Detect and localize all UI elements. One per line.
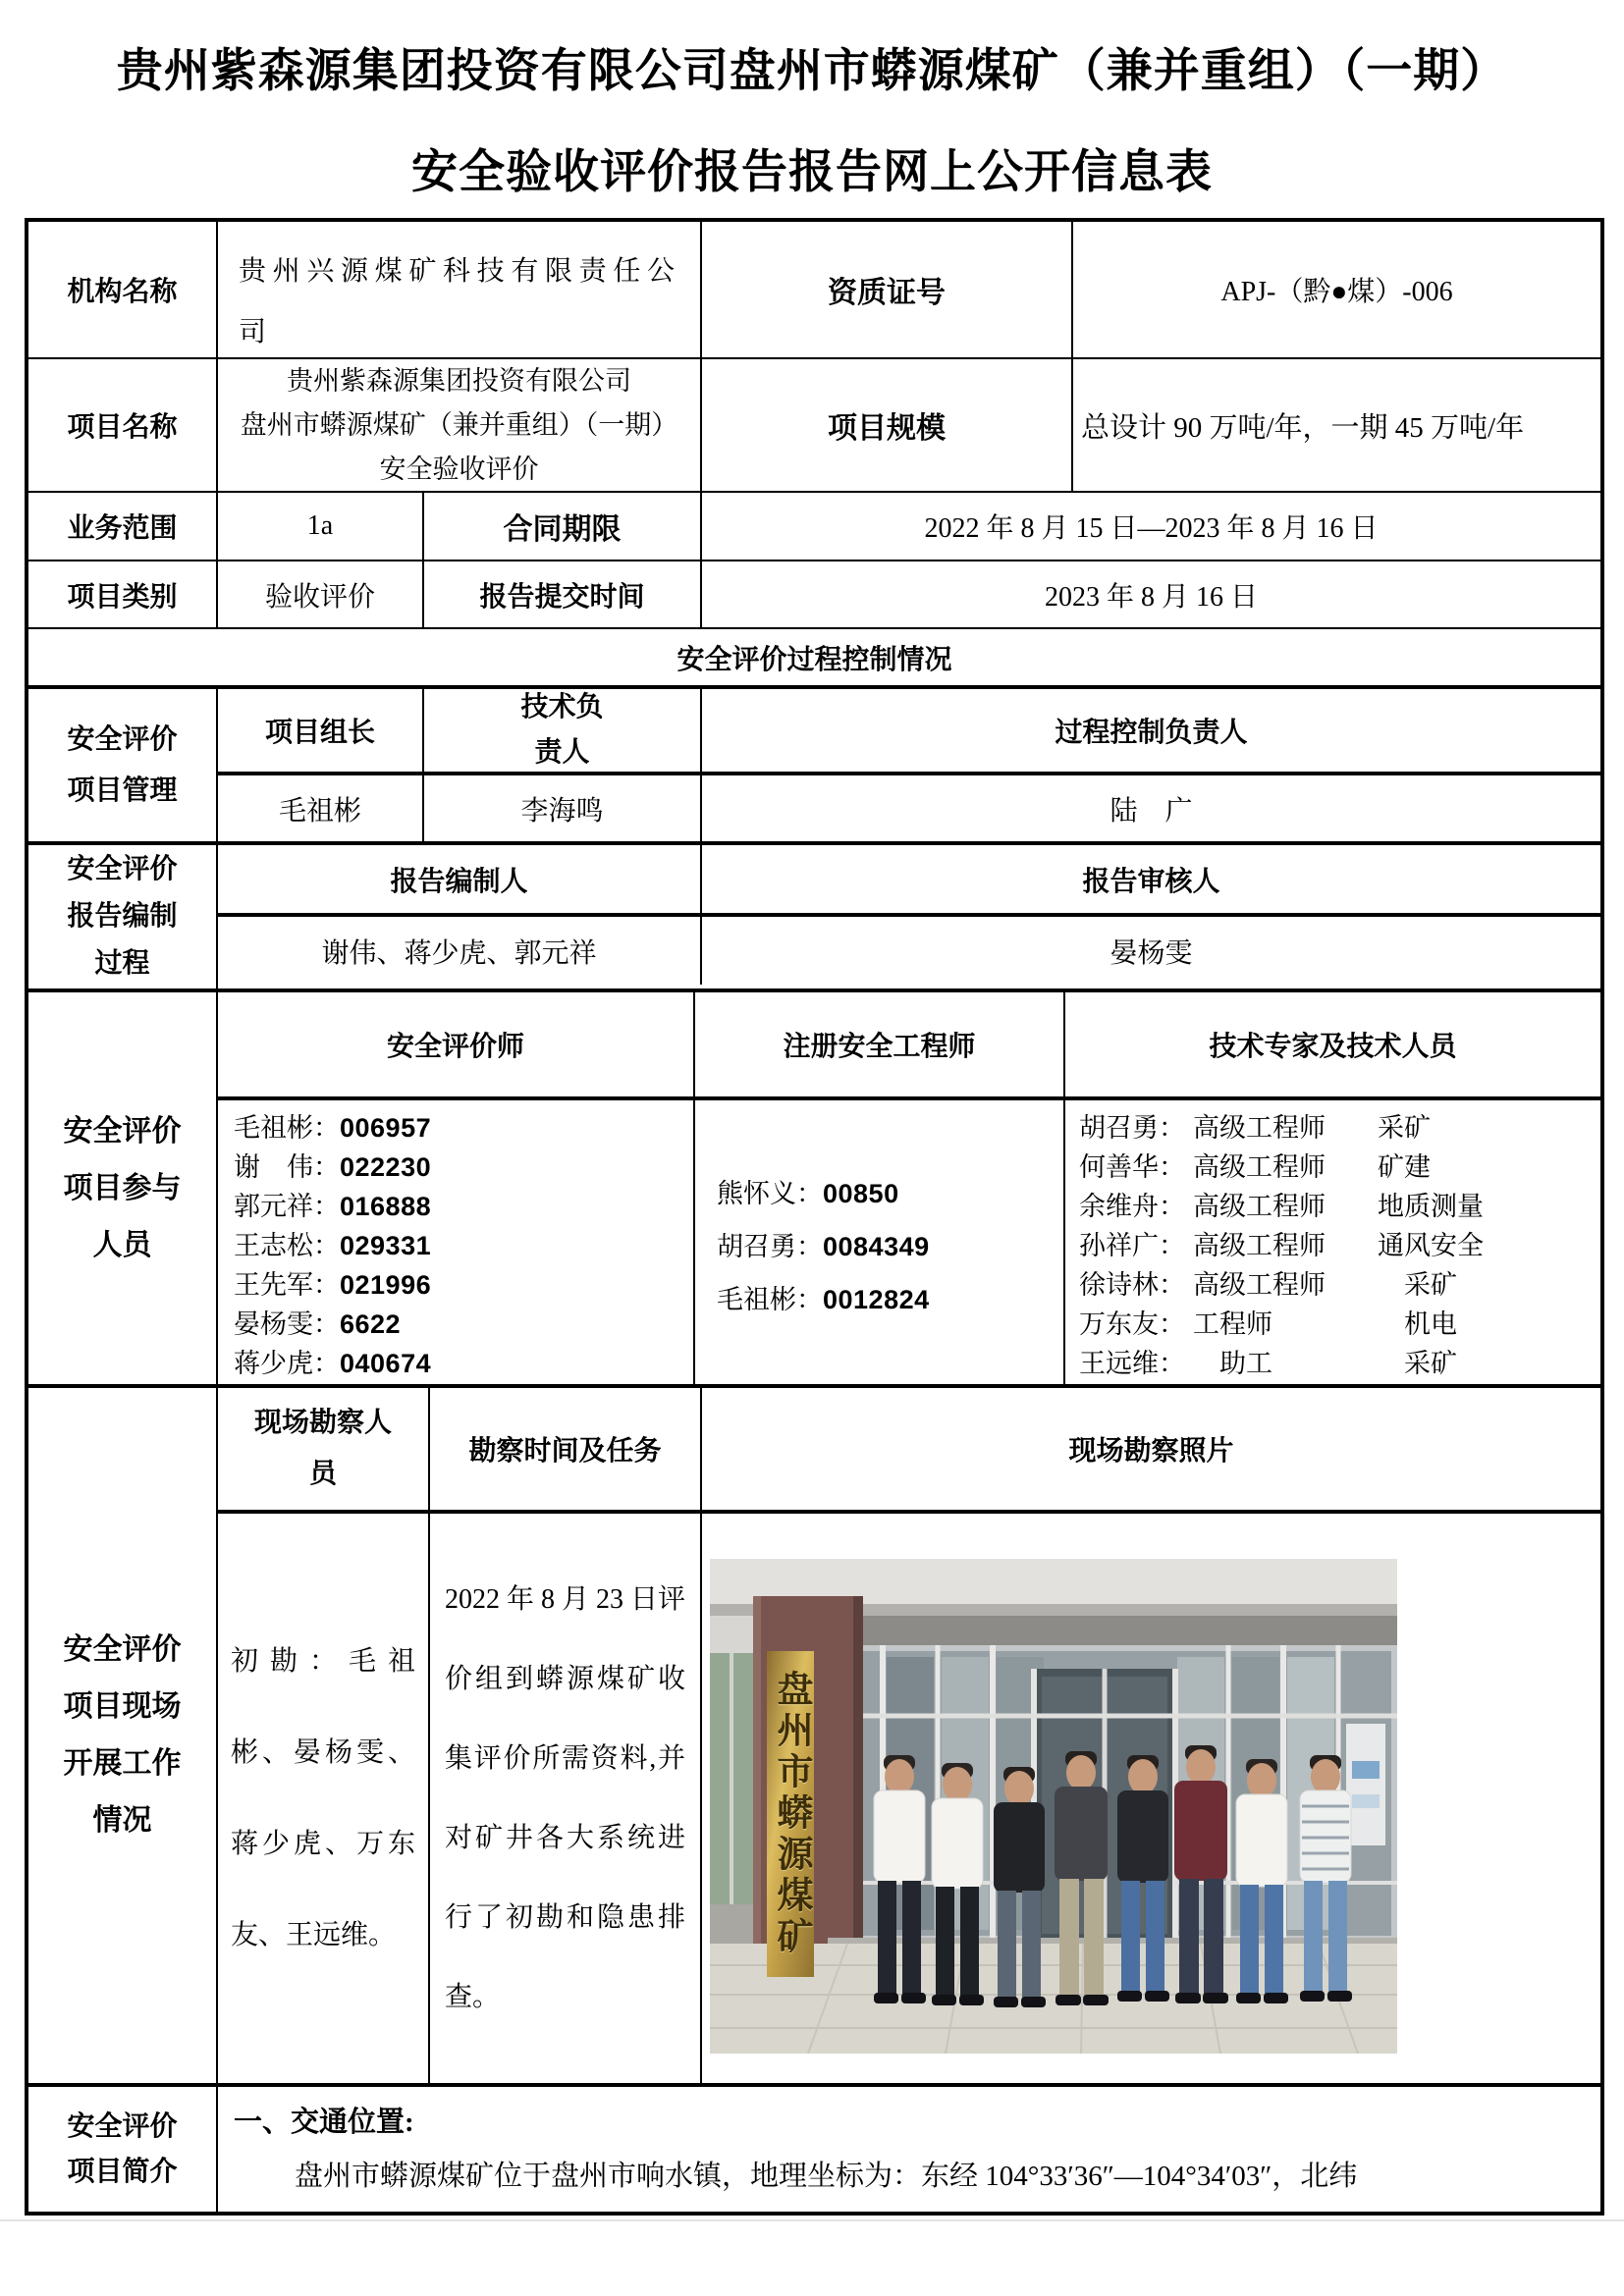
participants-header-row — [218, 992, 1600, 1100]
cert-label: 资质证号 — [702, 222, 1073, 357]
site-work-label: 安全评价 项目现场 开展工作 情况 — [28, 1388, 218, 2083]
project-value-line: 安全验收评价 — [379, 454, 539, 484]
section-participants — [28, 992, 1600, 1388]
cert-value: APJ-（黔●煤）-006 — [1220, 277, 1453, 307]
row-org — [28, 222, 1600, 359]
management-label: 安全评价 项目管理 — [28, 689, 218, 841]
participants-value-row — [218, 1100, 1600, 1384]
management-header-row — [218, 689, 1600, 775]
survey-persons-value: 初勘：毛祖彬、晏杨雯、蒋少虎、万东友、王远维。 — [218, 1514, 430, 2083]
survey-time-label: 勘察时间及任务 — [430, 1388, 702, 1510]
section-management — [28, 689, 1600, 845]
project-value-line: 盘州市蟒源煤矿（兼并重组）（一期） — [240, 409, 678, 440]
tech-label: 技术负 责人 — [424, 689, 702, 772]
scope-label: 业务范围 — [28, 493, 218, 560]
category-value: 验收评价 — [218, 561, 424, 627]
control-value: 陆 广 — [1110, 795, 1193, 827]
project-value — [218, 359, 702, 491]
title-line-2: 安全验收评价报告报告网上公开信息表 — [411, 147, 1213, 198]
section-site-work — [28, 1388, 1600, 2087]
compilation-value-row — [218, 917, 1600, 985]
org-value: 贵州兴源煤矿科技有限责任公司 — [218, 222, 702, 357]
control-label: 过程控制负责人 — [1055, 718, 1248, 748]
expert-list: 胡召勇： 高级工程师 采矿 何善华： 高级工程师 矿建 余维舟： 高级工程师 地质测量 孙祥广： 高级工程师 通风安全 徐诗林： 高级工程师 采矿 万东友： 工程师 机电 王远维： 助工 采矿 — [1079, 1113, 1484, 1378]
document-title — [0, 22, 1624, 224]
leader-value: 毛祖彬 — [218, 775, 424, 841]
intro-heading: 一、交通位置: — [234, 2107, 414, 2138]
project-label: 项目名称 — [28, 359, 218, 491]
section-intro — [28, 2087, 1600, 2212]
project-value-line: 贵州紫森源集团投资有限公司 — [287, 365, 631, 396]
category-label: 项目类别 — [28, 561, 218, 627]
scale-label: 项目规模 — [702, 359, 1073, 491]
scope-value: 1a — [218, 493, 424, 560]
submit-label: 报告提交时间 — [424, 561, 702, 627]
tech-value: 李海鸣 — [424, 775, 702, 841]
section-compilation — [28, 845, 1600, 992]
compilation-header-row — [218, 845, 1600, 917]
engineer-list: 熊怀义：00850 胡召勇：0084349 毛祖彬：0012824 — [695, 1100, 1065, 1384]
expert-col-label: 技术专家及技术人员 — [1209, 1032, 1457, 1062]
survey-photo-cell — [702, 1514, 1600, 2083]
scale-value: 总设计 90 万吨/年，一期 45 万吨/年 — [1081, 411, 1525, 444]
participants-label: 安全评价 项目参与 人员 — [28, 992, 218, 1384]
intro-paragraph: 盘州市蟒源煤矿位于盘州市响水镇，地理坐标为：东经 104°33′36″—104°34′03″，北纬 — [295, 2161, 1358, 2192]
survey-person-label: 现场勘察人 员 — [218, 1388, 430, 1510]
org-label: 机构名称 — [28, 222, 218, 357]
mine-sign: 盘州市蟒源煤矿 — [767, 1651, 814, 1977]
evaluator-list: 毛祖彬：006957 谢 伟：022230 郭元祥：016888 王志松：029331 王先军：021996 晏杨雯：6622 蒋少虎：040674 — [218, 1100, 695, 1384]
intro-content — [218, 2087, 1600, 2212]
row-project — [28, 359, 1600, 493]
leader-label: 项目组长 — [218, 689, 424, 772]
management-value-row — [218, 775, 1600, 841]
process-section-title: 安全评价过程控制情况 — [677, 644, 952, 675]
survey-photo-label: 现场勘察照片 — [1068, 1436, 1234, 1467]
reviewer-value: 晏杨雯 — [1110, 937, 1193, 969]
writer-label: 报告编制人 — [218, 845, 702, 913]
term-value: 2022 年 8 月 15 日—2023 年 8 月 16 日 — [924, 513, 1379, 544]
writers-value: 谢伟、蒋少虎、郭元祥 — [218, 917, 702, 985]
intro-label: 安全评价 项目简介 — [28, 2087, 218, 2212]
page-divider — [0, 2219, 1624, 2221]
title-line-1: 贵州紫森源集团投资有限公司盘州市蟒源煤矿（兼并重组）（一期） — [116, 46, 1508, 97]
survey-task-value: 2022 年 8 月 23 日评价组到蟒源煤矿收集评价所需资料,并对矿井各大系统进行了初勘和隐患排查。 — [430, 1514, 702, 2083]
row-category — [28, 561, 1600, 629]
row-scope — [28, 493, 1600, 561]
compilation-label: 安全评价 报告编制 过程 — [28, 845, 218, 988]
reviewer-label: 报告审核人 — [1082, 866, 1220, 897]
site-photo — [710, 1559, 1397, 2054]
submit-value: 2023 年 8 月 16 日 — [1044, 581, 1258, 613]
term-label: 合同期限 — [424, 493, 702, 560]
info-table — [25, 218, 1604, 2216]
engineer-col-label: 注册安全工程师 — [695, 992, 1065, 1096]
row-process-header — [28, 629, 1600, 689]
evaluator-col-label: 安全评价师 — [218, 992, 695, 1096]
site-work-value-row — [218, 1514, 1600, 2083]
site-work-header-row — [218, 1388, 1600, 1514]
